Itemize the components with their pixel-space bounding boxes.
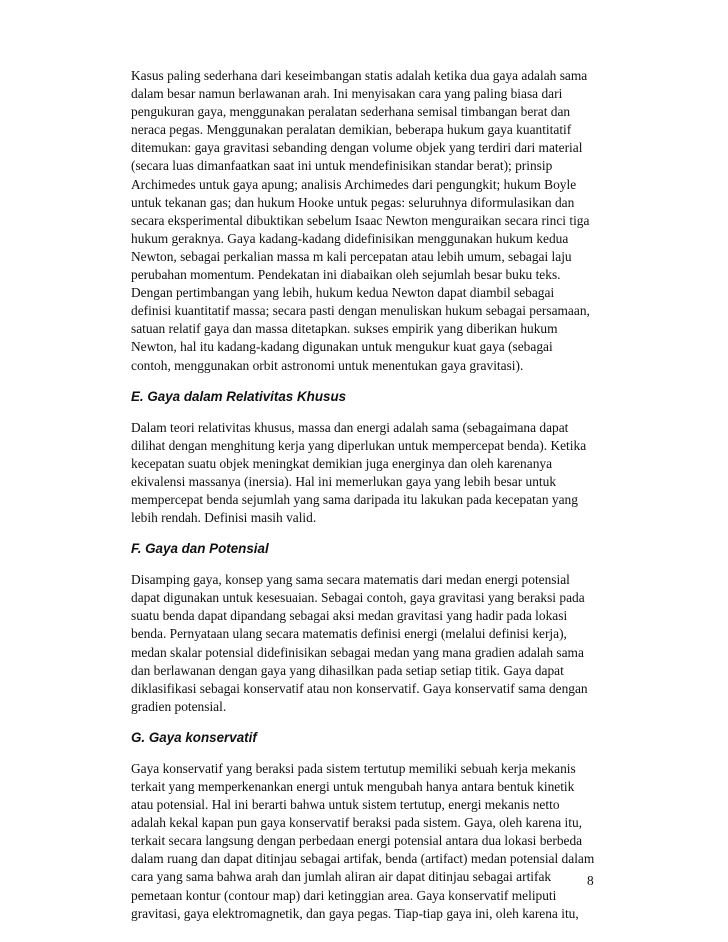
text-line: satuan relatif gaya dan massa ditetapkan. sukses empirik yang diberikan hukum [131,321,558,337]
text-line: mempercepat benda sejumlah yang sama daripada itu lakukan pada kecepatan yang [131,491,578,507]
text-line: terkait yang memperkenankan energi untuk mengubah hanya antara bentuk kinetik [131,779,575,794]
text-line: Gaya konservatif yang beraksi pada sistem tertutup memiliki sebuah kerja mekanis [131,760,576,776]
text-line: untuk tekanan gas; dan hukum Hooke untuk pegas: seluruhnya diformulasikan dan [131,194,575,210]
spacer [131,747,601,760]
text-line: pemetaan kontur (contour map) dari ketinggian area. Gaya konservatif meliputi [131,887,557,903]
text-line: terkait secara langsung dengan perbedaan energi potensial antara dua lokasi berbeda [131,833,583,849]
text-line: dapat digunakan untuk kesesuaian. Sebagai contoh, gaya gravitasi yang beraksi pada [131,590,585,606]
text-line: cara yang sama bahwa arah dan jumlah aliran air dapat ditinjau sebagai artifak [131,869,552,885]
text-line: Newton, sebagai perkalian massa m kali percepatan atau lebih umum, sebagai laju [131,248,572,264]
paragraph-potential [131,571,601,716]
page-body [131,67,601,923]
text-line: Disamping gaya, konsep yang sama secara matematis dari medan energi potensial [131,572,570,588]
text-line: atau potensial. Hal ini berarti bahwa untuk sistem tertutup, energi mekanis netto [131,797,560,813]
text-line: definisi kuantitatif massa; secara pasti dengan menuliskan hukum sebagai persamaan, [131,303,590,319]
text-line: adalah kekal kapan pun gaya konservatif beraksi pada sistem. Gaya, oleh karena itu, [131,815,583,831]
text-line: dalam ruang dan dapat ditinjau sebagai artifak, benda (artifact) medan potensial dalam [131,851,595,867]
text-line: Archimedes untuk gaya apung; analisis Archimedes dari pengungkit; hukum Boyle [131,176,577,192]
text-line: Newton, hal itu kadang-kadang digunakan untuk mengukur kuat gaya (sebagai [131,339,553,355]
text-line: ekivalensi massanya (inersia). Hal ini memerlukan gaya yang lebih besar untuk [131,473,557,489]
text-line: perubahan momentum. Pendekatan ini diabaikan oleh sejumlah besar buku teks. [131,267,561,283]
text-line: Kasus paling sederhana dari keseimbangan statis adalah ketika dua gaya adalah sama [131,68,588,83]
spacer [131,406,601,419]
text-line: gravitasi, gaya elektromagnetik, dan gaya pegas. Tiap-tiap gaya ini, oleh karena itu, [131,905,579,921]
text-line: medan skalar potensial didefinisikan sebagai medan yang mana gradien adalah sama [131,644,584,660]
text-line: ditemukan: gaya gravitasi sebanding dengan volume objek yang terdiri dari material [131,140,583,156]
text-line: gradien potensial. [131,698,227,714]
spacer [131,716,601,729]
text-line: diklasifikasi sebagai konservatif atau non konservatif. Gaya konservatif sama dengan [131,680,588,696]
page-number: 8 [587,873,594,888]
text-line: dalam besar namun berlawanan arah. Ini menyisakan cara yang paling biasa dari [131,86,563,102]
text-line: neraca pegas. Menggunakan peralatan demikian, beberapa hukum gaya kuantitatif [131,122,572,138]
text-line: pengukuran gaya, menggunakan peralatan sederhana semisal timbangan berat dan [131,104,571,120]
text-line: suatu benda dapat dipandang sebagai aksi medan gravitasi yang hadir pada lokasi [131,608,568,624]
paragraph-static-equilibrium [131,67,601,375]
paragraph-relativity [131,419,601,528]
text-line: contoh, menggunakan orbit astronomi untuk menentukan gaya gravitasi). [131,357,524,373]
text-line: dilihat dengan menghitung kerja yang diperlukan untuk mempercepat benda). Ketika [131,437,587,453]
text-line: benda. Pernyataan ulang secara matematis definisi energi (melalui definisi kerja), [131,626,567,642]
section-heading-g: G. Gaya konservatif [131,729,257,745]
text-line: Dalam teori relativitas khusus, massa dan energi adalah sama (sebagaimana dapat [131,419,569,435]
text-line: dan berlawanan dengan gaya yang dihasilkan pada setiap setiap titik. Gaya dapat [131,662,564,678]
text-line: (secara luas dimanfaatkan saat ini untuk mendefinisikan standar berat); prinsip [131,158,553,174]
section-heading-f: F. Gaya dan Potensial [131,541,269,557]
section-heading-e: E. Gaya dalam Relativitas Khusus [131,388,347,404]
spacer [131,375,601,388]
spacer [131,527,601,540]
spacer [131,558,601,571]
text-line: secara eksperimental dibuktikan sebelum Isaac Newton menguraikan secara rinci tiga [131,212,590,228]
text-line: Dengan pertimbangan yang lebih, hukum kedua Newton dapat diambil sebagai [131,285,555,301]
text-line: lebih rendah. Definisi masih valid. [131,510,317,526]
text-line: kecepatan suatu objek meningkat demikian juga energinya dan oleh karenanya [131,455,553,471]
text-line: hukum geraknya. Gaya kadang-kadang didefinisikan menggunakan hukum kedua [131,230,569,246]
paragraph-conservative [131,760,601,923]
